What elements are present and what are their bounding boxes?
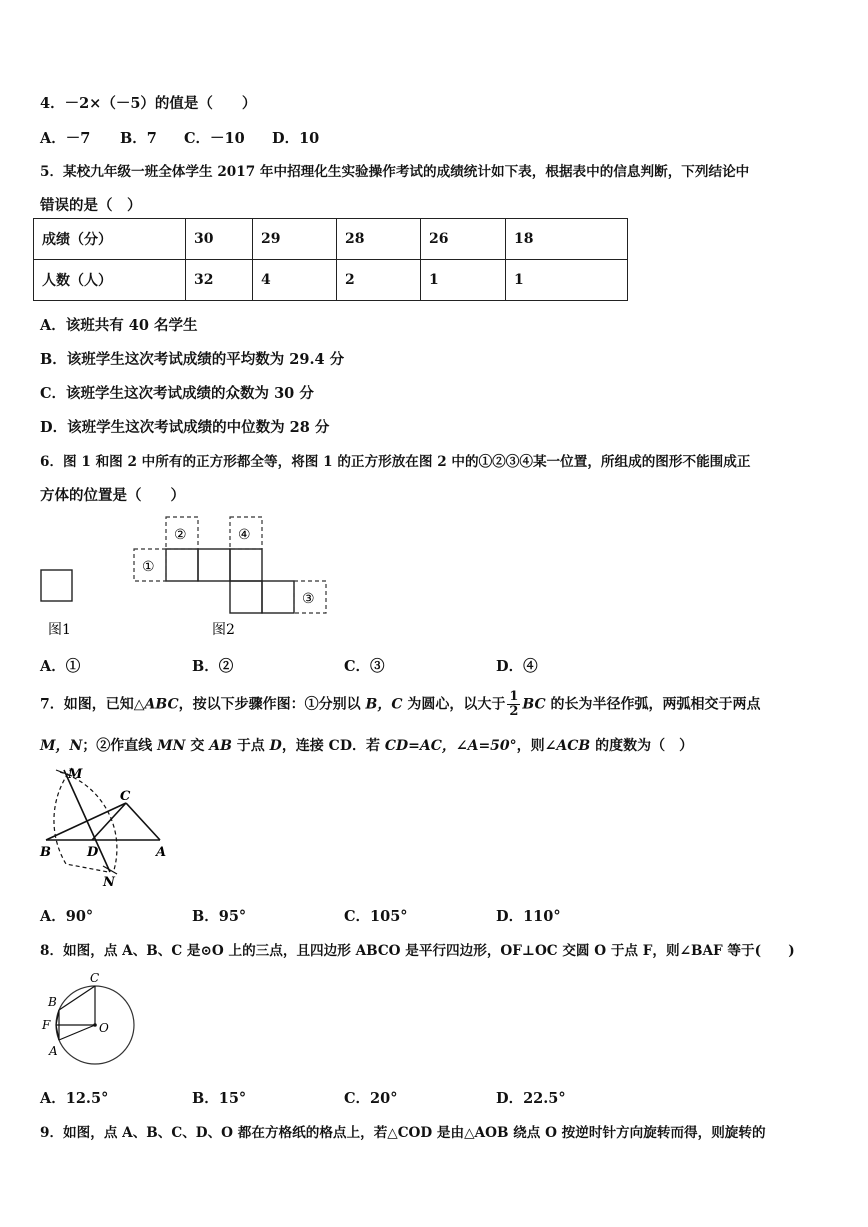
label-c: C (90, 971, 100, 985)
q6-option-d: D．④ (496, 658, 538, 675)
label-b: B (40, 845, 51, 860)
q4-option-b: B．7 (120, 130, 157, 147)
q7-text: ，按以下步骤作图：①分别以 (178, 696, 366, 713)
table-cell: 29 (253, 219, 337, 260)
q5-stem-line1: 5．某校九年级一班全体学生 2017 年中招理化生实验操作考试的成绩统计如下表，根据表中的信息判断，下列结论中 (40, 164, 750, 180)
table-cell: 成绩（分） (34, 219, 186, 260)
q7-var: MN (157, 738, 186, 754)
q6-option-c: C．③ (344, 658, 385, 675)
label-f: F (42, 1018, 51, 1032)
table-cell: 30 (186, 219, 253, 260)
q5-option-a: A．该班共有 40 名学生 (40, 317, 198, 334)
q7-option-d: D．110° (496, 908, 561, 925)
label-m: M (68, 767, 83, 782)
segment-cb (59, 986, 95, 1010)
q8-stem: 8．如图，点 A、B、C 是⊙O 上的三点，且四边形 ABCO 是平行四边形，OF⊥OC 交圆 O 于点 F，则∠BAF 等于( ) (40, 943, 795, 959)
label-b: B (48, 995, 57, 1009)
q5-option-b: B．该班学生这次考试成绩的平均数为 29.4 分 (40, 351, 345, 368)
q6-option-a: A．① (40, 658, 81, 675)
fraction-denominator: 2 (509, 704, 519, 719)
table-cell: 人数（人） (34, 260, 186, 301)
q4-option-d: D．10 (272, 130, 320, 147)
table-cell: 4 (253, 260, 337, 301)
q7-option-a: A．90° (40, 908, 94, 925)
q4-option-a: A．－7 (40, 130, 91, 147)
fig2-mark-3: ③ (302, 591, 315, 607)
fig2-mark-4: ④ (238, 527, 251, 543)
label-a: A (49, 1044, 58, 1058)
q7-text: 的度数为（ ） (590, 738, 694, 754)
point-o (93, 1023, 97, 1027)
table-cell: 2 (337, 260, 421, 301)
q5-option-c: C．该班学生这次考试成绩的众数为 30 分 (40, 385, 314, 402)
q7-var: CD=AC，∠A=50° (384, 738, 517, 754)
q7-var: ABC (144, 696, 179, 713)
table-cell: 26 (421, 219, 506, 260)
q7-var: M，N (40, 738, 83, 754)
q8-option-c: C．20° (344, 1090, 398, 1107)
q7-option-b: B．95° (192, 908, 247, 925)
q7-text: 交 (185, 738, 210, 754)
label-d: D (87, 845, 99, 860)
q7-var: BC (522, 696, 546, 713)
label-a: A (156, 845, 167, 860)
q6-stem-line2: 方体的位置是（ ） (40, 487, 185, 504)
q7-text: 为圆心，以大于 (402, 696, 506, 713)
q5-stem-line2: 错误的是（ ） (40, 197, 142, 214)
q7-option-c: C．105° (344, 908, 408, 925)
segment-ao (59, 1025, 95, 1040)
q7-text: ，连接 CD．若 (281, 738, 385, 754)
fig1-label: 图1 (48, 622, 71, 638)
q7-var: B，C (365, 696, 403, 713)
q7-text: ；②作直线 (82, 738, 158, 754)
q5-option-d: D．该班学生这次考试成绩的中位数为 28 分 (40, 419, 330, 436)
fraction-numerator: 1 (509, 689, 519, 704)
table-cell: 18 (506, 219, 628, 260)
label-c: C (120, 789, 131, 804)
q4-stem: 4．－2×（－5）的值是（ ） (40, 95, 257, 112)
q7-text: 的长为半径作弧，两弧相交于两点 (545, 696, 761, 713)
q7-var: AB (209, 738, 232, 754)
q4-option-c: C．－10 (184, 130, 245, 147)
q7-text: ，则∠ (516, 738, 557, 754)
label-o: O (99, 1021, 109, 1035)
q6-stem-line1: 6．图 1 和图 2 中所有的正方形都全等，将图 1 的正方形放在图 2 中的①②③④某一位置，所组成的图形不能围成正 (40, 454, 751, 470)
q8-option-a: A．12.5° (40, 1090, 109, 1107)
q9-stem: 9．如图，点 A、B、C、D、O 都在方格纸的格点上，若△COD 是由△AOB 绕点 O 按逆时针方向旋转而得，则旋转的 (40, 1125, 766, 1141)
fig2-mark-1: ① (142, 559, 155, 575)
q7-text: 7．如图，已知△ (40, 696, 145, 713)
table-cell: 1 (421, 260, 506, 301)
label-n: N (103, 875, 115, 890)
table-cell: 32 (186, 260, 253, 301)
q7-var: ACB (556, 738, 591, 754)
q6-option-b: B．② (192, 658, 234, 675)
q7-text: 于点 (231, 738, 270, 754)
fig2-label: 图2 (212, 622, 235, 638)
q8-option-d: D．22.5° (496, 1090, 566, 1107)
table-cell: 28 (337, 219, 421, 260)
q8-option-b: B．15° (192, 1090, 247, 1107)
table-cell: 1 (506, 260, 628, 301)
q7-var: D (269, 738, 282, 754)
fig2-mark-2: ② (174, 527, 187, 543)
